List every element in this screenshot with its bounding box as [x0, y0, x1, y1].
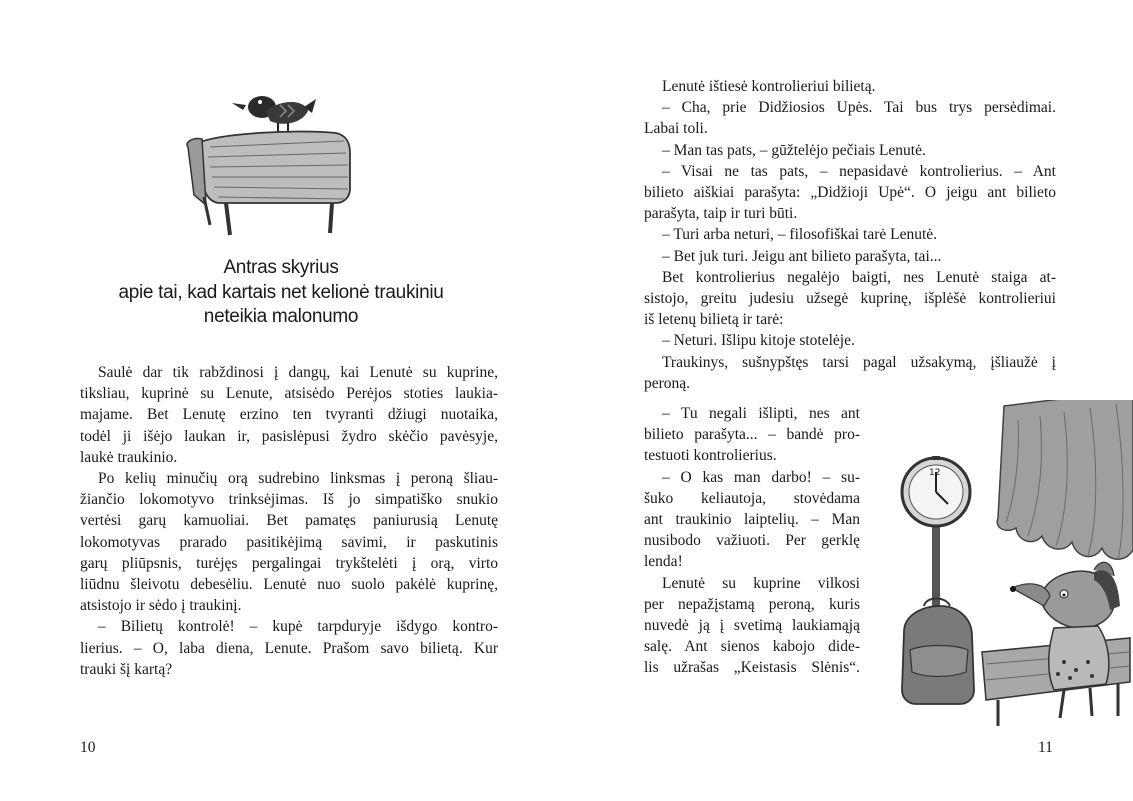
- text-line: – Man tas pats, – gūžtelėjo pečiais Lenutė.: [662, 141, 926, 159]
- text-line: lenda!: [644, 553, 683, 571]
- text-line: nuvedė ją į svetimą laukiamąją: [644, 617, 860, 635]
- text-line: liūdnu šleivotu debesėliu. Lenutė nuo suolo pakėlė kuprinę,: [80, 576, 498, 594]
- text-line: – Bet juk turi. Jeigu ant bilieto parašyta, tai...: [662, 247, 942, 265]
- text-line: bilieto parašyta... – bandė pro-: [644, 426, 860, 444]
- left-body-text: [80, 362, 498, 680]
- text-line: testuoti kontrolierius.: [644, 447, 777, 465]
- chapter-title-line: apie tai, kad kartais net kelionė traukiniu: [118, 281, 444, 303]
- chapter-title: [75, 256, 487, 330]
- text-line: Labai toli.: [644, 120, 708, 138]
- text-line: – Neturi. Išlipu kitoje stotelėje.: [662, 332, 855, 350]
- text-line: – Bilietų kontrolė! – kupė tarpduryje išdygo kontro-: [98, 618, 498, 636]
- text-line: nusibodo važiuoti. Per gerklę: [644, 532, 860, 550]
- text-line: Lenutė su kuprine vilkosi: [662, 574, 860, 592]
- left-page: [0, 0, 566, 801]
- text-line: tiksliau, kuprinė su Lenute, atsisėdo Perėjos stoties laukia-: [80, 385, 498, 403]
- crow-icon: [232, 96, 316, 135]
- text-line: Po kelių minučių orą sudrebino linksmas į peroną šliau-: [98, 470, 498, 488]
- text-line: žiančio lokomotyvo trinksėjimas. Iš jo simpatiško snukio: [80, 491, 498, 509]
- text-line: lokomotyvas prarado pasitikėjimą savimi, ir paskutinis: [80, 533, 498, 551]
- text-line: parašyta, taip ir turi būti.: [644, 205, 798, 223]
- right-page: [566, 0, 1133, 801]
- text-line: per nepažįstamą peroną, kuris: [644, 595, 860, 613]
- text-line: lierius. – O, laba diena, Lenute. Prašom savo bilietą. Kur: [80, 639, 498, 657]
- text-line: garų pliūpsnis, turėjęs pergalingai trykštelėti į orą, virto: [80, 554, 498, 572]
- text-line: ant traukinio laiptelių. – Man: [644, 511, 860, 529]
- text-line: atsistojo ir sėdo į traukinį.: [80, 597, 242, 615]
- backpack-icon: [902, 599, 974, 705]
- text-line: Traukinys, sušnypštęs tarsi pagal užsakymą, įšliaužė į: [662, 353, 1056, 371]
- text-line: salę. Ant sienos kabojo dide-: [644, 638, 860, 656]
- text-line: iš letenų bilietą ir tarė:: [644, 311, 784, 329]
- text-line: laukė traukinio.: [80, 448, 178, 466]
- text-line: lis užrašas „Keistasis Slėnis“.: [644, 659, 860, 677]
- text-line: Lenutė ištiesė kontrolieriui bilietą.: [662, 78, 876, 95]
- page-number: 10: [80, 739, 96, 756]
- text-line: majame. Bet Lenutę erzino ten tvyranti džiugi nuotaika,: [80, 406, 498, 424]
- text-line: bilieto aiškiai parašyta: „Didžioji Upė“. O jeigu ant bilieto: [644, 184, 1056, 202]
- text-line: Bet kontrolierius negalėjo baigti, nes Lenutė staiga at-: [662, 268, 1056, 286]
- text-line: sistojo, greitu judesiu užsegė kuprinę, išplėšė kontrolieriui: [644, 290, 1056, 308]
- station-clock-illustration: [894, 400, 1133, 730]
- awning-icon: [997, 400, 1133, 560]
- text-line: – Cha, prie Didžiosios Upės. Tai bus trys persėdimai.: [662, 99, 1056, 117]
- crow-on-bench-illustration: [180, 85, 370, 245]
- chapter-title-line: Antras skyrius: [223, 257, 339, 278]
- text-line: – Turi arba neturi, – filosofiškai tarė Lenutė.: [662, 226, 938, 244]
- svg-text:12: 12: [929, 468, 941, 478]
- page-number: 11: [1038, 739, 1053, 756]
- text-line: – O kas man darbo! – su-: [662, 468, 860, 486]
- text-line: – Visai ne tas pats, – nepasidavė kontrolierius. – Ant: [662, 162, 1056, 180]
- text-line: – Tu negali išlipti, nes ant: [662, 405, 860, 422]
- text-line: todėl ji išėjo laukan ir, pasislėpusi žydro skėčio pavėsyje,: [80, 427, 498, 445]
- text-line: trauki šį kartą?: [80, 660, 173, 678]
- text-line: Saulė dar tik rabždinosi į dangų, kai Lenutė su kuprine,: [98, 364, 498, 381]
- right-body-text-narrow: [644, 403, 860, 679]
- chapter-title-line: neteikia malonumo: [203, 306, 359, 327]
- text-line: šuko keliautoja, stovėdama: [644, 489, 860, 507]
- text-line: vertėsi garų kamuoliai. Bet pamatęs paniurusią Lenutę: [80, 512, 498, 530]
- text-line: peroną.: [644, 374, 691, 392]
- right-body-text: [644, 76, 1056, 394]
